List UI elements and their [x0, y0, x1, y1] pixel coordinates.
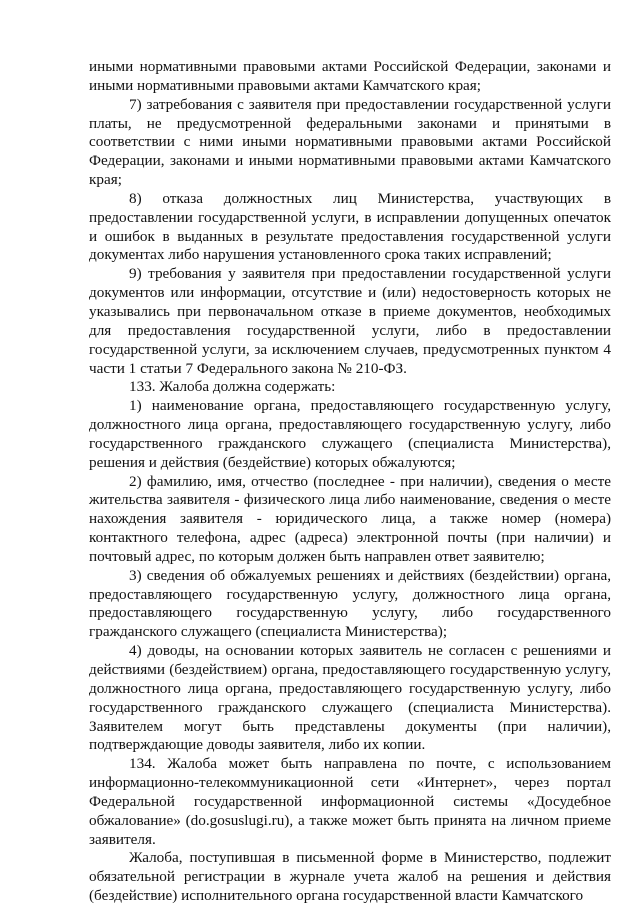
document-page: [89, 58, 611, 906]
paragraph-item-7: 7) затребования с заявителя при предоставлении государственной услуги платы, не предусмотренной федеральными законами и принятыми в соответствии с ними иными нормативными правовыми актами Российской Федерации, законами и иными нормативными правовыми актами Камчатского края;: [89, 95, 611, 189]
paragraph-133-item-2: 2) фамилию, имя, отчество (последнее - при наличии), сведения о месте жительства заявителя - физического лица либо наименование, сведения о месте нахождения заявителя - юридического лица, а также номер (номера) контактного телефона, адрес (адреса) электронной почты (при наличии) и почтовый адрес, по которым должен быть направлен ответ заявителю;: [89, 472, 611, 565]
paragraph-133-item-4: 4) доводы, на основании которых заявитель не согласен с решениями и действиями (бездействием) органа, предоставляющего государственную услугу, должностного лица органа, предоставляющего государственную услугу, либо государственного гражданского служащего (специалиста Министерства). Заявителем могут быть представлены документы (при наличии), подтверждающие доводы заявителя, либо их копии.: [89, 642, 611, 754]
paragraph-registration: Жалоба, поступившая в письменной форме в Министерство, подлежит обязательной регистрации в журнале учета жалоб на решения и действия (бездействие) исполнительного органа государственной власти Камчатского: [89, 849, 611, 905]
paragraph-133-item-3: 3) сведения об обжалуемых решениях и действиях (бездействии) органа, предоставляющего государственную услугу, должностного лица органа, предоставляющего государственную услугу, либо государственного гражданского служащего (специалиста Министерства);: [89, 566, 611, 641]
paragraph-clause-134: 134. Жалоба может быть направлена по почте, с использованием информационно-телекоммуникационной сети «Интернет», через портал Федеральной государственной информационной системы «Досудебное обжалование» (do.gosuslugi.ru), а также может быть принята на личном приеме заявителя.: [89, 755, 611, 848]
paragraph-continuation: иными нормативными правовыми актами Российской Федерации, законами и иными нормативными правовыми актами Камчатского края;: [89, 58, 611, 94]
paragraph-133-item-1: 1) наименование органа, предоставляющего государственную услугу, должностного лица органа, предоставляющего государственную услугу, либо государственного гражданского служащего (специалиста Министерства), решения и действия (бездействие) которых обжалуются;: [89, 397, 611, 471]
paragraph-clause-133: 133. Жалоба должна содержать:: [129, 378, 336, 396]
paragraph-item-9: 9) требования у заявителя при предоставлении государственной услуги документов или информации, отсутствие и (или) недостоверность которых не указывались при первоначальном отказе в приеме документов, необходимых для предоставления государственной услуги, либо в предоставлении государственной услуги, за исключением случаев, предусмотренных пунктом 4 части 1 статьи 7 Федерального закона № 210-ФЗ.: [89, 265, 611, 377]
paragraph-item-8: 8) отказа должностных лиц Министерства, участвующих в предоставлении государственной услуги, в исправлении допущенных опечаток и ошибок в выданных в результате предоставления государственной услуги документах либо нарушения установленного срока таких исправлений;: [89, 189, 611, 264]
